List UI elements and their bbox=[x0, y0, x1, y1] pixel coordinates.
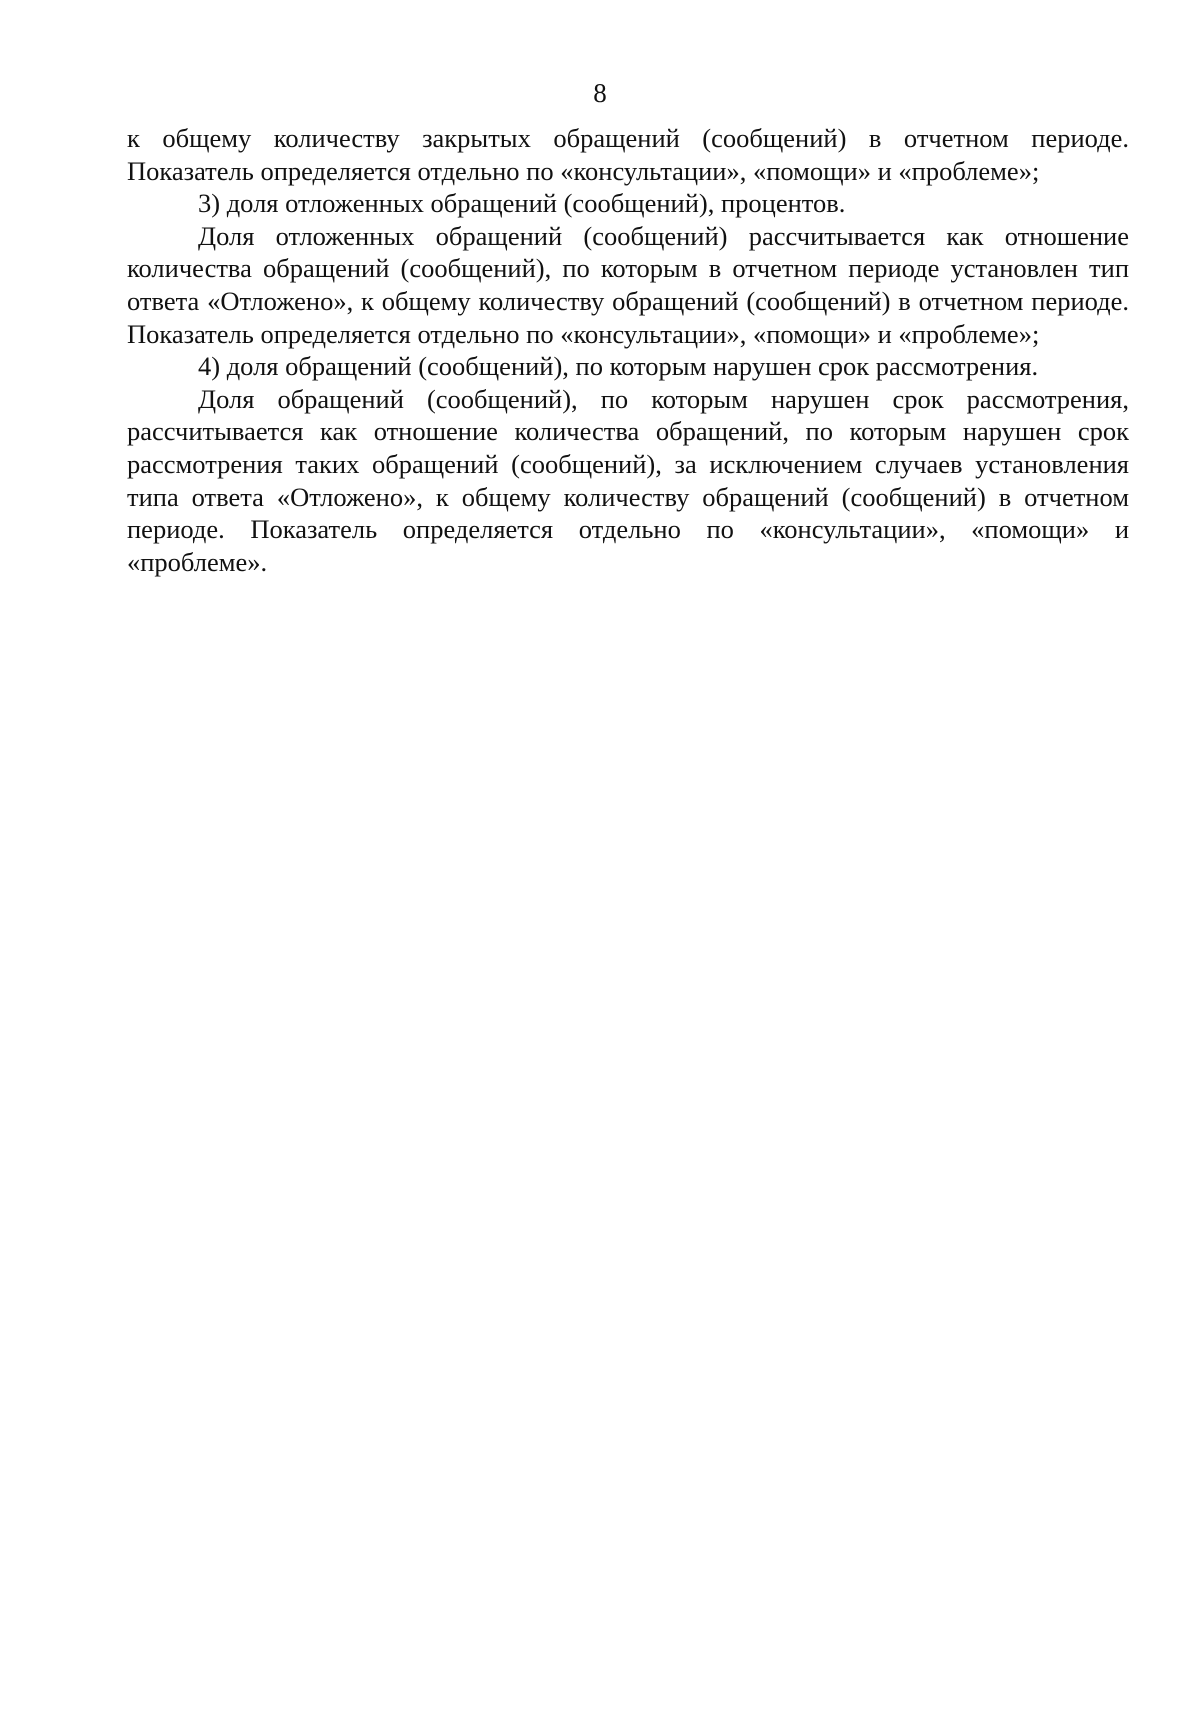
list-item-4: 4) доля обращений (сообщений), по которым нарушен срок рассмотрения. bbox=[198, 351, 1039, 382]
list-item-3: 3) доля отложенных обращений (сообщений), процентов. bbox=[198, 188, 846, 219]
paragraph-deferred-share: Доля отложенных обращений (сообщений) рассчитывается как отношение количества обращений (сообщений), по которым в отчетном периоде установлен тип ответа «Отложено», к общему количеству обращений (сообщений) в отчетном периоде. Показатель определяется отдельно по «консультации», «помощи» и «проблеме»; bbox=[127, 220, 1129, 349]
document-body bbox=[127, 122, 1129, 578]
paragraph-overdue-share: Доля обращений (сообщений), по которым нарушен срок рассмотрения, рассчитывается как отношение количества обращений, по которым нарушен срок рассмотрения таких обращений (сообщений), за исключением случаев установления типа ответа «Отложено», к общему количеству обращений (сообщений) в отчетном периоде. Показатель определяется отдельно по «консультации», «помощи» и «проблеме». bbox=[127, 383, 1129, 577]
page-number: 8 bbox=[593, 78, 607, 108]
paragraph-continuation: к общему количеству закрытых обращений (сообщений) в отчетном периоде. Показатель определяется отдельно по «консультации», «помощи» и «проблеме»; bbox=[127, 123, 1129, 186]
